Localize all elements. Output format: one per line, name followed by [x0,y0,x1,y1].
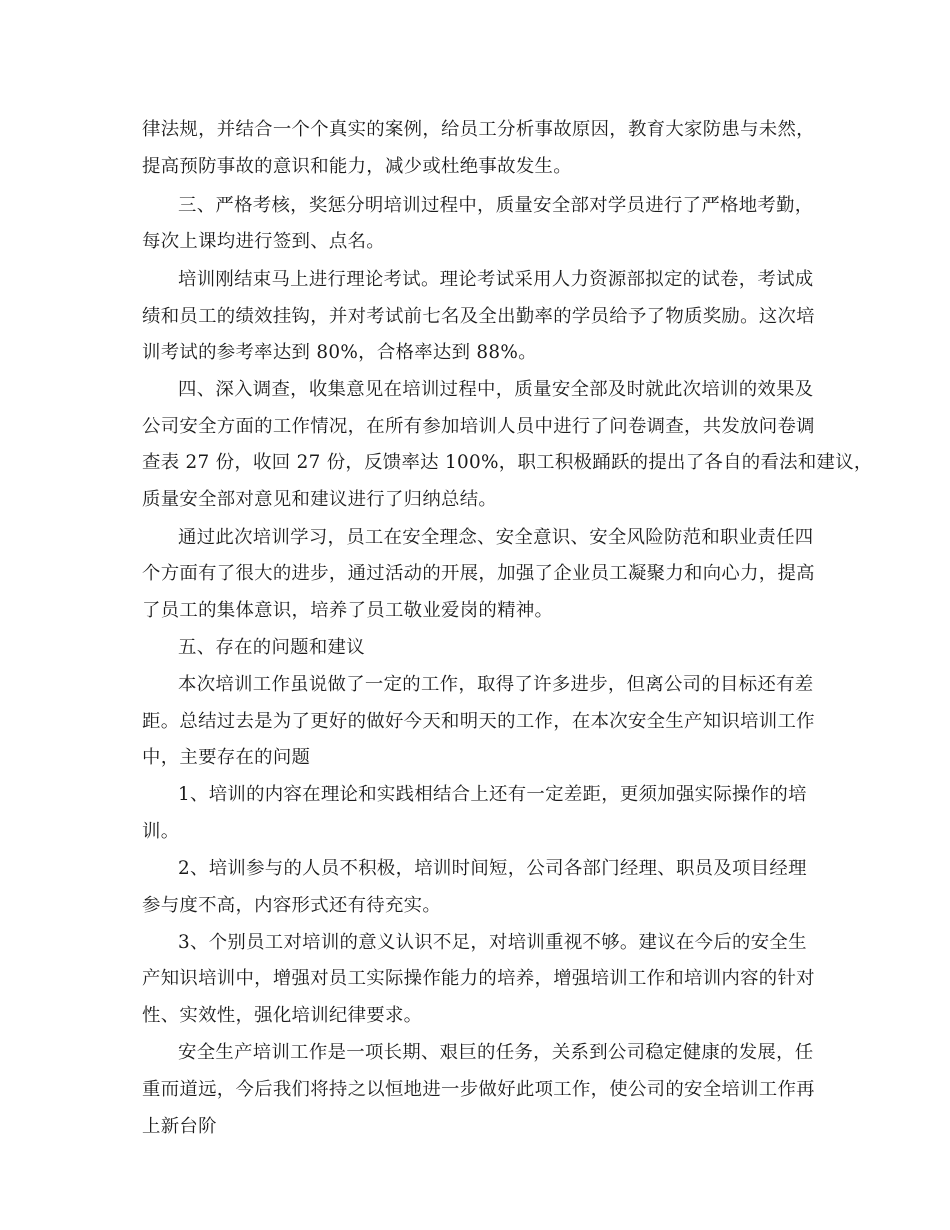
paragraph-first-line: 安全生产培训工作是一项长期、艰巨的任务，关系到公司稳定健康的发展，任 [178,1042,814,1063]
section-heading-line: 五、存在的问题和建议 [178,637,365,658]
text-line: 质量安全部对意见和建议进行了归纳总结。 [142,489,498,510]
paragraph-first-line: 培训刚结束马上进行理论考试。理论考试采用人力资源部拟定的试卷，考试成 [178,269,814,290]
text-line: 中，主要存在的问题 [142,747,311,768]
text-line: 重而道远，今后我们将持之以恒地进一步做好此项工作，使公司的安全培训工作再 [142,1079,815,1100]
text-line: 查表 27 份，收回 27 份，反馈率达 100%，职工积极踊跃的提出了各自的看法和建议， [142,452,873,473]
text-line: 距。总结过去是为了更好的做好今天和明天的工作，在本次安全生产知识培训工作 [142,711,815,732]
list-item-line: 3、个别员工对培训的意义认识不足，对培训重视不够。建议在今后的安全生 [178,932,807,953]
text-line: 性、实效性，强化培训纪律要求。 [142,1005,423,1026]
list-item-line: 2、培训参与的人员不积极，培训时间短，公司各部门经理、职员及项目经理 [178,858,807,879]
section-heading-line: 三、严格考核，奖惩分明培训过程中，质量安全部对学员进行了严格地考勤， [178,195,814,216]
text-line: 律法规，并结合一个个真实的案例，给员工分析事故原因，教育大家防患与未然， [142,119,815,140]
paragraph-first-line: 通过此次培训学习，员工在安全理念、安全意识、安全风险防范和职业责任四 [178,527,814,548]
text-line: 训考试的参考率达到 80%，合格率达到 88%。 [142,342,537,363]
list-item-line: 1、培训的内容在理论和实践相结合上还有一定差距，更须加强实际操作的培 [178,784,807,805]
section-heading-line: 四、深入调查，收集意见在培训过程中，质量安全部及时就此次培训的效果及 [178,379,814,400]
paragraph-first-line: 本次培训工作虽说做了一定的工作，取得了许多进步，但离公司的目标还有差 [178,674,814,695]
text-line: 训。 [142,821,180,842]
text-line: 公司安全方面的工作情况，在所有参加培训人员中进行了问卷调查，共发放问卷调 [142,416,815,437]
text-line: 了员工的集体意识，培养了员工敬业爱岗的精神。 [142,600,554,621]
text-line: 提高预防事故的意识和能力，减少或杜绝事故发生。 [142,156,572,177]
text-line: 个方面有了很大的进步，通过活动的开展，加强了企业员工凝聚力和向心力，提高 [142,563,815,584]
text-line: 绩和员工的绩效挂钩，并对考试前七名及全出勤率的学员给予了物质奖励。这次培 [142,306,815,327]
text-line: 产知识培训中，增强对员工实际操作能力的培养，增强培训工作和培训内容的针对 [142,968,815,989]
text-line: 参与度不高，内容形式还有待充实。 [142,895,442,916]
text-line: 上新台阶 [142,1116,217,1137]
text-line: 每次上课均进行签到、点名。 [142,231,385,252]
